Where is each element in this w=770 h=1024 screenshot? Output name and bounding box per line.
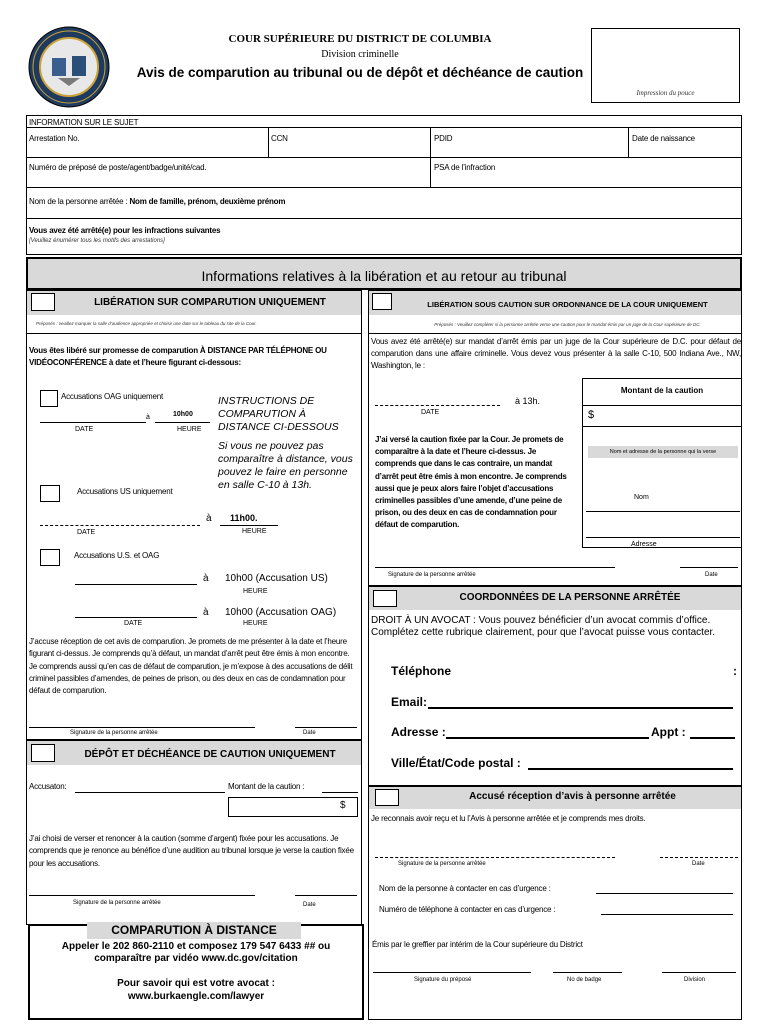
lawyer-right-text: DROIT À UN AVOCAT : Vous pouvez bénéficier d’un avocat commis d’office. Complétez cette rubrique clairement, pour que l’avocat puisse vous contacter. — [371, 615, 716, 638]
remote-video: comparaître par vidéo www.dc.gov/citation — [94, 953, 298, 964]
forfeit-bond-label: Montant de la caution : — [228, 782, 305, 791]
emergency-phone-field[interactable] — [601, 914, 733, 915]
warrant-text: Vous avez été arrêté(e) sur mandat d’arrêt émis par un juge de la Cour supérieure de D.C. pour défaut de comparution dans une affaire criminelle. Vous devez vous présenter à la salle C-10, 500 Indiana Ave., NW, Washington, le : — [371, 337, 741, 370]
citation-hint: Préposés : veuillez marquer la salle d’audience appropriée et choisir une date sur le tableau du site de la Cour. — [36, 321, 257, 326]
contact-checkbox[interactable] — [373, 590, 397, 607]
appt-field[interactable] — [690, 737, 735, 739]
oag-only-label: Accusations OAG uniquement — [61, 392, 163, 401]
forfeit-title: DÉPÔT ET DÉCHÉANCE DE CAUTION UNIQUEMENT — [84, 749, 336, 760]
charges-label: Vous avez été arrêté(e) pour les infractions suivantes — [29, 226, 221, 235]
us-oag-label: Accusations U.S. et OAG — [74, 551, 160, 560]
bond-hint: Préposés : Veuillez compléter si la personne arrêtée verse une caution pour le mandat émis par un juge de la Cour supérieure de DC. — [434, 322, 701, 327]
forfeit-amount-field[interactable] — [228, 797, 358, 817]
address-field[interactable] — [446, 737, 649, 739]
emergency-name-field[interactable] — [596, 893, 733, 894]
email-field[interactable] — [428, 707, 733, 709]
lawyer-info: Pour savoir qui est votre avocat : — [117, 978, 275, 989]
bond-title: LIBÉRATION SOUS CAUTION SUR ORDONNANCE DE LA COUR UNIQUEMENT — [427, 300, 708, 309]
citation-text: Vous êtes libéré sur promesse de comparution À DISTANCE PAR TÉLÉPHONE OU VIDÉOCONFÉRENCE à date et l’heure figurant ci-dessous: — [29, 346, 327, 367]
bond-amount-box — [582, 378, 742, 548]
telephone-field[interactable] — [460, 676, 730, 677]
court-name: COUR SUPÉRIEURE DU DISTRICT DE COLUMBIA — [228, 33, 492, 45]
release-banner: Informations relatives à la libération et au retour au tribunal — [26, 257, 742, 290]
receipt-checkbox[interactable] — [375, 789, 399, 806]
pdid-field[interactable]: PDID — [434, 134, 453, 143]
appt-label: Appt : — [651, 725, 686, 739]
oag-time: 10h00 — [173, 411, 193, 418]
oag-charge-time: 10h00 (Accusation OAG) — [225, 607, 337, 618]
accusation-field[interactable]: Accusaton: — [29, 782, 67, 791]
receipt-title: Accusé réception d’avis à personne arrêtée — [469, 791, 676, 802]
emergency-phone-label: Numéro de téléphone à contacter en cas d’urgence : — [379, 905, 556, 914]
arrest-no-field[interactable]: Arrestation No. — [29, 134, 80, 143]
division-name: Division criminelle — [321, 49, 399, 60]
remote-title: COMPARUTION À DISTANCE — [87, 922, 301, 939]
officer-no-field[interactable]: Numéro de préposé de poste/agent/badge/unité/cad. — [29, 163, 207, 172]
citation-title: LIBÉRATION SUR COMPARUTION UNIQUEMENT — [94, 297, 326, 308]
form-title: Avis de comparution au tribunal ou de dépôt et déchéance de caution — [136, 65, 584, 80]
us-only-label: Accusations US uniquement — [77, 487, 173, 496]
court-seal — [28, 26, 110, 108]
issued-by-label: Émis par le greffier par intérim de la Cour supérieure du District — [372, 940, 583, 949]
bond-amount-field[interactable] — [582, 405, 742, 427]
city-field[interactable] — [528, 768, 733, 770]
city-label: Ville/État/Code postal : — [391, 756, 521, 770]
charges-hint: [Veuillez énumérer tous les motifs des arrestations] — [29, 238, 165, 244]
surety-label: Nom et adresse de la personne qui la verse — [588, 446, 738, 458]
remote-phone: Appeler le 202 860-2110 et composez 179 547 6433 ## ou — [61, 941, 331, 952]
us-time: 11h00. — [230, 513, 258, 523]
bond-amount-label: Montant de la caution — [620, 386, 704, 395]
subject-section-label: INFORMATION SUR LE SUJET — [29, 118, 139, 127]
oag-only-checkbox[interactable] — [40, 390, 58, 407]
bond-posted-text: J’ai versé la caution fixée par la Cour. Je promets de comparaître à la date et l’heure ci-dessus. Je comprends que dans le cas contraire, un mandat d’arrêt peut être émis à mon encontre. Je comprends aussi que je peux alors faire l’objet d’accusations criminelles passibles d’une amende, d’une peine de prison, ou des deux en cas de condamnation pour défaut de comparution. — [375, 435, 567, 530]
citation-checkbox[interactable] — [31, 293, 55, 311]
forfeit-text: J’ai choisi de verser et renoncer à la caution (somme d’argent) fixée pour les accusations. Je comprends que je renonce au bénéfice d’une audition au tribunal lorsque je verse la caution fixée pour les accusations. — [29, 834, 354, 868]
citation-acknowledgement: J’accuse réception de cet avis de comparution. Je promets de me présenter à la date et l’heure figurant ci-dessus. Je comprends qu’à défaut, un mandat d’arrêt peut être émis à mon encontre. Je comprends aussi qu’en cas de défaut de comparution, je m’expose à des accusations de délit criminel passibles d’amendes, de peines de prison, ou des deux en cas de condamnation pour défaut de comparution. — [29, 637, 353, 696]
psa-field[interactable]: PSA de l’infraction — [434, 163, 496, 172]
email-label: Email: — [391, 695, 428, 709]
address-label: Adresse : — [391, 725, 446, 739]
emergency-name-label: Nom de la personne à contacter en cas d’urgence : — [379, 884, 551, 893]
contact-title: COORDONNÉES DE LA PERSONNE ARRÊTÉE — [459, 592, 681, 603]
receipt-text: Je reconnais avoir reçu et lu l’Avis à personne arrêtée et je comprends mes droits. — [371, 814, 646, 823]
arrestee-name-field[interactable]: Nom de la personne arrêtée : Nom de famille, prénom, deuxième prénom — [29, 197, 286, 206]
us-only-checkbox[interactable] — [40, 485, 60, 502]
dob-field[interactable]: Date de naissance — [632, 134, 695, 143]
us-charge-time: 10h00 (Accusation US) — [225, 573, 328, 584]
ccn-field[interactable]: CCN — [271, 134, 288, 143]
forfeit-checkbox[interactable] — [31, 744, 55, 762]
remote-instructions-body: Si vous ne pouvez pas comparaître à distance, vous pouvez le faire en personne en salle C-10 à 13h. — [218, 440, 353, 491]
thumbprint-label: Impression du pouce — [636, 89, 695, 97]
us-oag-checkbox[interactable] — [40, 549, 60, 566]
lawyer-url[interactable]: www.burkaengle.com/lawyer — [127, 991, 265, 1002]
remote-instructions-title: INSTRUCTIONS DE COMPARUTION À DISTANCE CI-DESSOUS — [218, 395, 339, 433]
bond-checkbox[interactable] — [372, 293, 392, 310]
telephone-label: Téléphone — [391, 664, 452, 678]
